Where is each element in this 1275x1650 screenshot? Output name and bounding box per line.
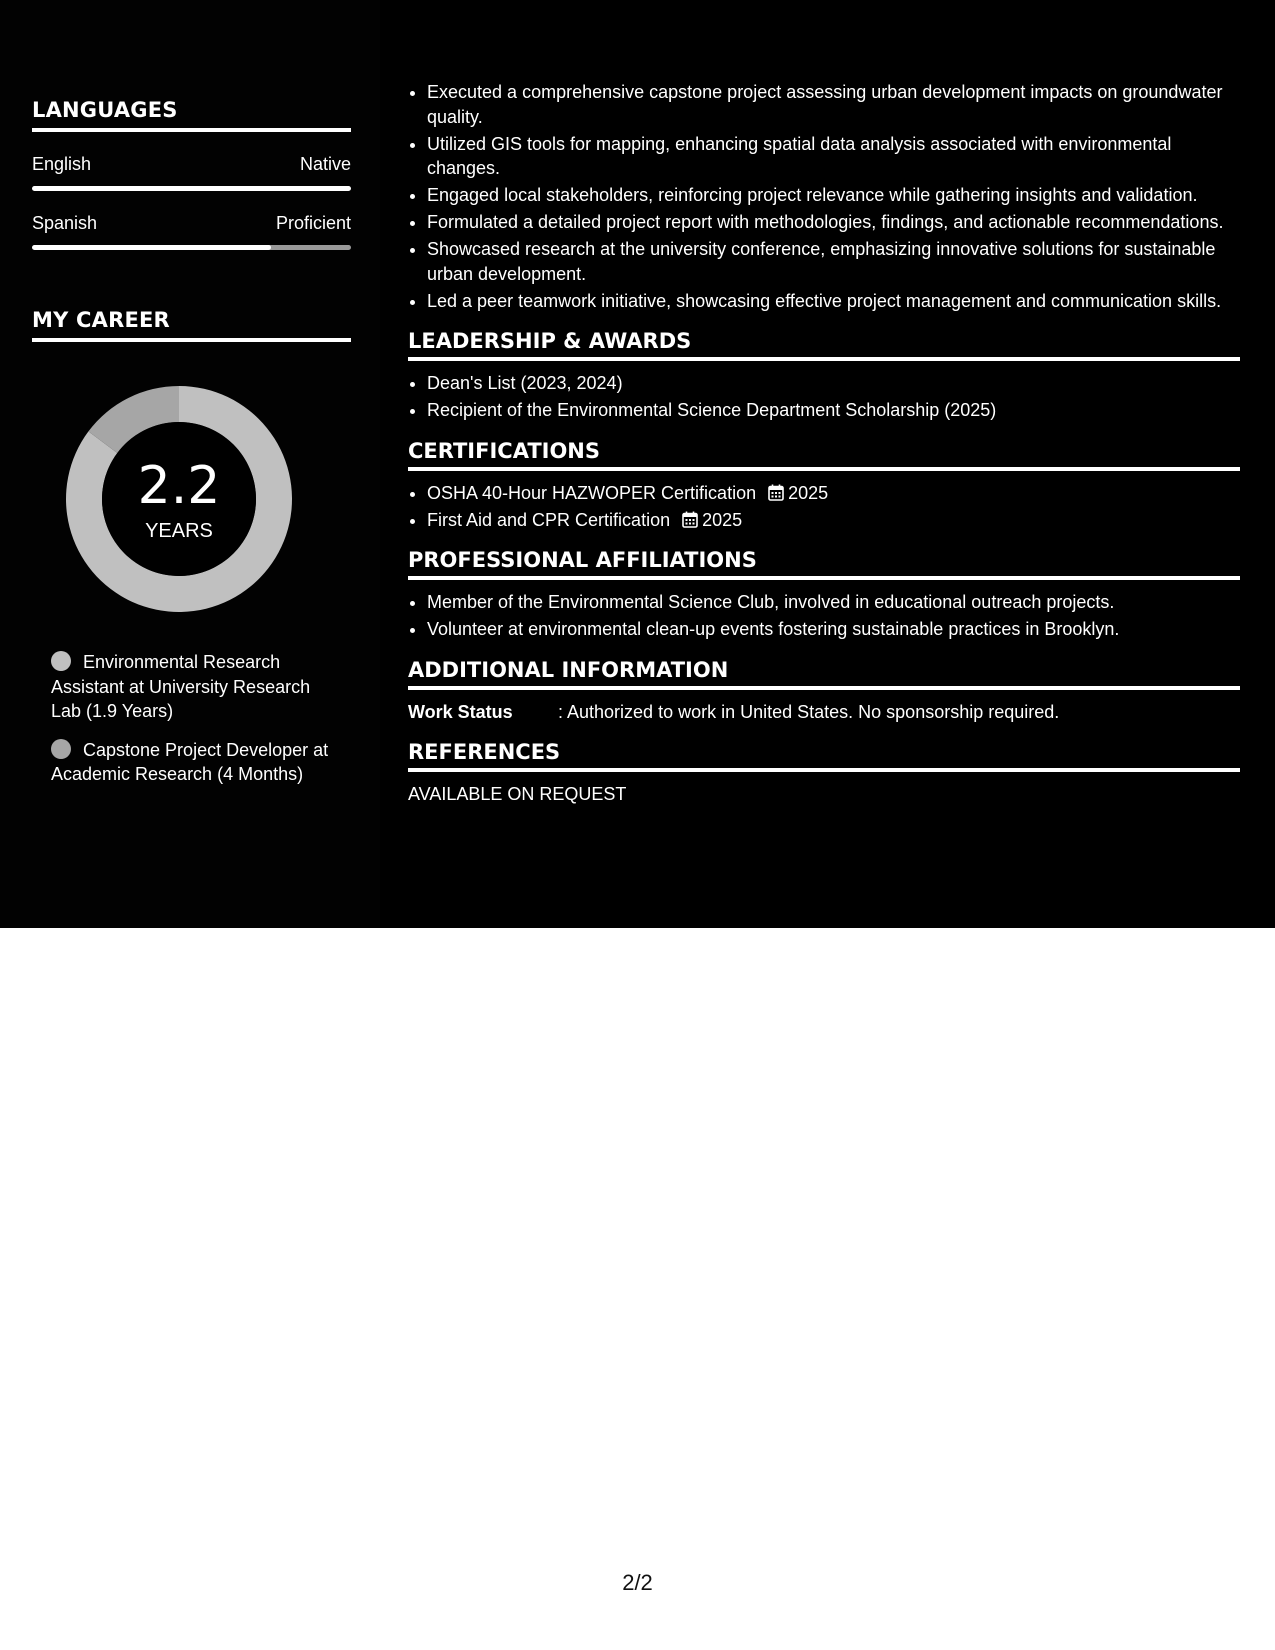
work-status-label: Work Status [408,701,513,722]
list-item: • Executed a comprehensive capstone project assessing urban development impacts on groundwater quality. [427,80,1240,129]
career-legend [51,650,331,787]
project-bullet-list [408,80,1240,313]
languages-heading: LANGUAGES [32,98,351,132]
work-status-value: : Authorized to work in United States. No sponsorship required. [558,701,1060,722]
list-item [427,481,1240,506]
career-total-unit: YEARS [145,520,213,542]
list-item: • Volunteer at environmental clean-up events fostering sustainable practices in Brooklyn. [427,617,1240,642]
career-role-label: Environmental Research Assistant at University Research Lab (1.9 Years) [51,652,311,721]
list-item: • Member of the Environmental Science Club, involved in educational outreach projects. [427,590,1240,615]
references-heading: REFERENCES [408,740,1240,772]
career-role-label: Capstone Project Developer at Academic Research (4 Months) [51,739,329,784]
list-item: • Led a peer teamwork initiative, showcasing effective project management and communication skills. [427,289,1240,314]
legend-dot-icon [51,739,71,759]
list-item: • Formulated a detailed project report with methodologies, findings, and actionable recommendations. [427,210,1240,235]
calendar-icon [682,511,698,528]
language-level: Proficient [275,213,351,233]
main-content [408,80,1240,807]
affiliations-list [408,590,1240,642]
list-item [427,508,1240,533]
work-status-row [408,700,1240,725]
page-number: 2/2 [622,1570,653,1595]
list-item: • Engaged local stakeholders, reinforcing project relevance while gathering insights and validation. [427,183,1240,208]
certifications-heading: CERTIFICATIONS [408,439,1240,471]
career-heading: MY CAREER [32,308,351,342]
language-item-spanish [32,213,351,250]
certification-name: OSHA 40-Hour HAZWOPER Certification [427,482,757,503]
calendar-icon [768,484,784,501]
career-donut-chart [66,386,292,612]
list-item: • Dean's List (2023, 2024) [427,371,1240,396]
certification-year: 2025 [788,482,829,503]
career-total-value: 2.2 [137,456,221,516]
career-legend-item [51,650,331,724]
language-proficiency-bar [32,186,351,191]
certification-name: First Aid and CPR Certification [427,509,671,530]
language-proficiency-fill [32,245,271,250]
references-text: AVAILABLE ON REQUEST [408,784,627,804]
language-name: English [32,154,92,174]
list-item: • Recipient of the Environmental Science Department Scholarship (2025) [427,398,1240,423]
leadership-heading: LEADERSHIP & AWARDS [408,329,1240,361]
language-level: Native [299,154,351,174]
certification-year: 2025 [702,509,743,530]
career-legend-item [51,738,331,787]
language-name: Spanish [32,213,98,233]
additional-info-heading: ADDITIONAL INFORMATION [408,658,1240,690]
list-item: • Showcased research at the university conference, emphasizing innovative solutions for sustainable urban development. [427,237,1240,286]
language-proficiency-bar [32,245,351,250]
sidebar [0,0,380,928]
legend-dot-icon [51,651,71,671]
certifications-list [408,481,1240,533]
leadership-list [408,371,1240,423]
affiliations-heading: PROFESSIONAL AFFILIATIONS [408,548,1240,580]
language-proficiency-fill [32,186,351,191]
list-item: • Utilized GIS tools for mapping, enhancing spatial data analysis associated with environmental changes. [427,132,1240,181]
language-item-english [32,154,351,191]
